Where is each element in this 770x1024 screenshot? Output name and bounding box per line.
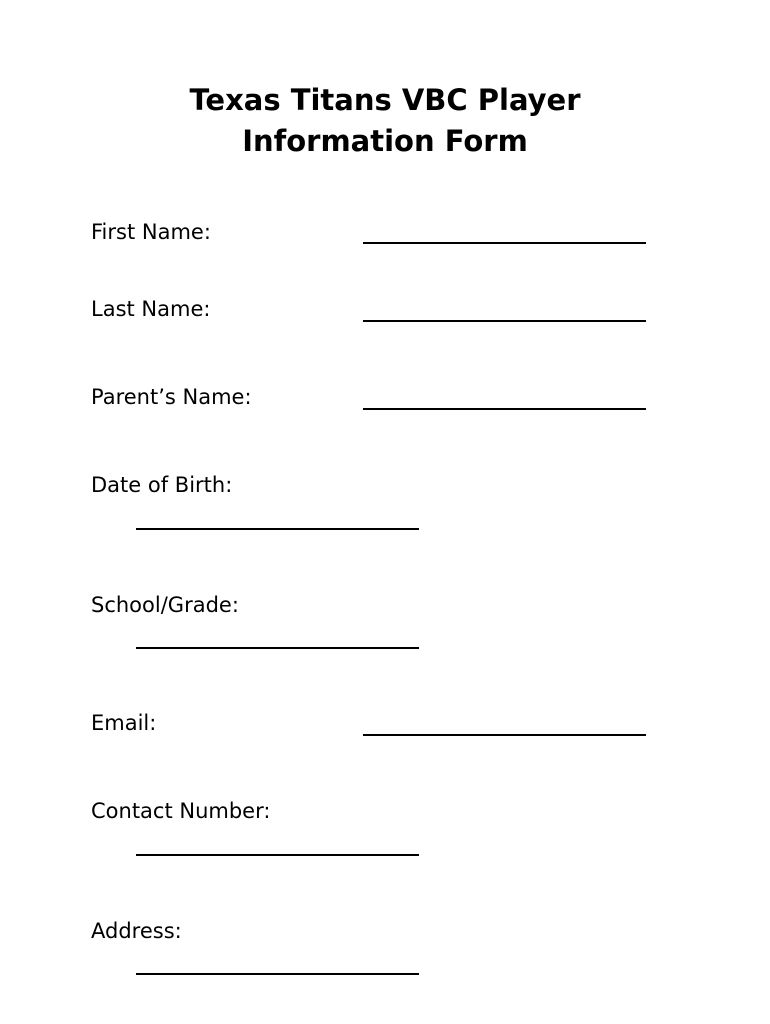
last-name-label: Last Name: (91, 297, 211, 321)
contact-number-label: Contact Number: (91, 799, 271, 823)
last-name-blank[interactable] (363, 320, 646, 322)
email-label: Email: (91, 711, 157, 735)
school-grade-label: School/Grade: (91, 593, 239, 617)
date-of-birth-blank[interactable] (136, 528, 419, 530)
page-title (0, 80, 770, 162)
date-of-birth-label: Date of Birth: (91, 473, 233, 497)
parent-name-label: Parent’s Name: (91, 385, 252, 409)
title-line-1: Texas Titans VBC Player (189, 83, 581, 117)
parent-name-blank[interactable] (363, 408, 646, 410)
school-grade-blank[interactable] (136, 647, 419, 649)
first-name-label: First Name: (91, 220, 211, 244)
address-blank[interactable] (136, 973, 419, 975)
contact-number-blank[interactable] (136, 854, 419, 856)
email-blank[interactable] (363, 734, 646, 736)
title-line-2: Information Form (242, 124, 528, 158)
address-label: Address: (91, 919, 182, 943)
first-name-blank[interactable] (363, 242, 646, 244)
